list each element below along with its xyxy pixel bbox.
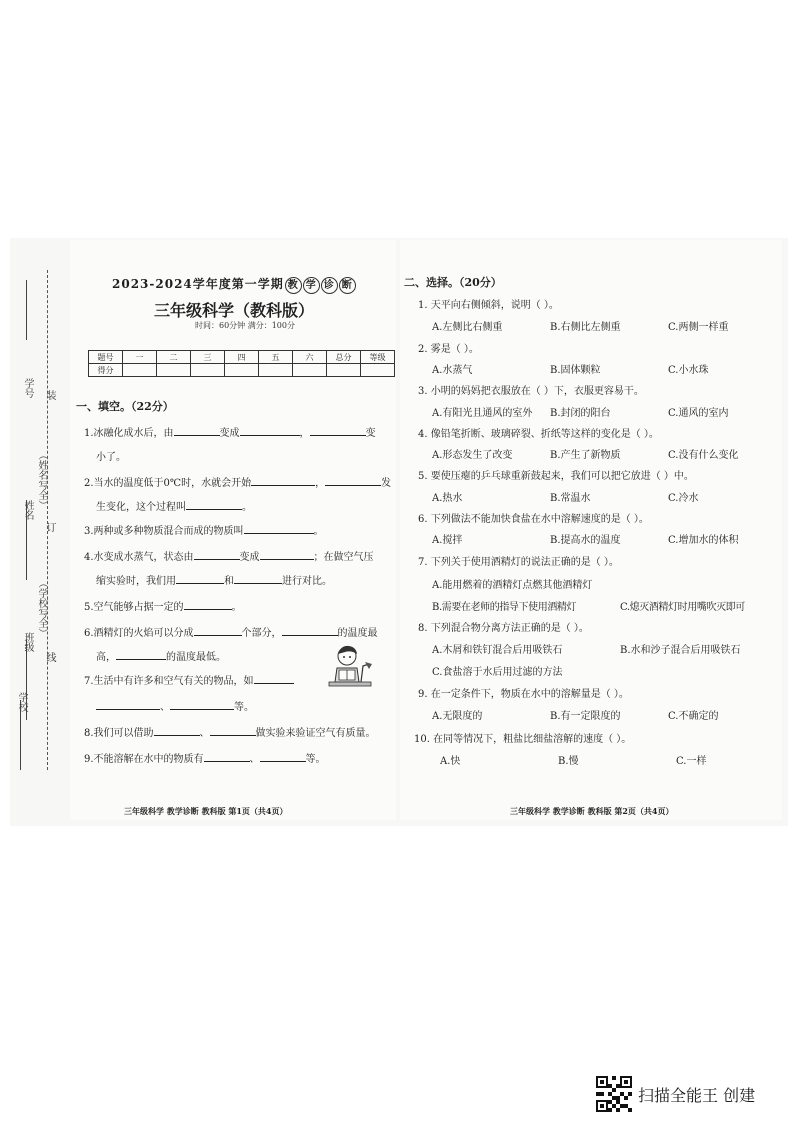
option-b[interactable]: B.慢 [558,756,579,767]
score-header-cell: 三 [191,351,225,364]
option-c[interactable]: C.通风的室内 [668,408,729,419]
answer-blank[interactable] [325,475,381,486]
choice-option-7a[interactable]: A.能用燃着的酒精灯点燃其他酒精灯 [432,580,593,591]
answer-blank[interactable] [244,523,314,534]
q-text: 、 [249,754,260,765]
fill-question-6 [84,624,378,639]
fill-question-5 [84,598,242,613]
answer-blank[interactable] [174,425,220,436]
score-cell [157,364,191,377]
q-text: ， [315,478,326,489]
q-text: 做实验来验证空气有质量。 [255,728,376,739]
q-text: 和 [224,576,234,587]
answer-blank[interactable] [234,573,282,584]
right-page-footer: 三年级科学 教学诊断 教科版 第2页（共4页） [510,806,674,816]
exam-meta: 时间：60分钟 满分：100分 [195,321,295,330]
school-label: 学校 [16,692,27,712]
school-line [20,700,21,770]
option-a[interactable]: A.有阳光且通风的室外 [432,408,533,419]
q-text: 水变成水蒸气，状态由 [93,552,194,563]
q-text: 等。 [305,754,326,765]
choice-question-10: 10. 在同等情况下，粗盐比细盐溶解的速度（ ）。 [414,734,632,745]
score-cell [327,364,361,377]
fill-question-2 [84,474,391,489]
q-number: 9. [84,754,94,765]
answer-blank[interactable] [254,673,294,684]
class-line [26,640,27,720]
score-table-score-row [89,364,395,377]
answer-blank[interactable] [154,725,200,736]
q-text: 。 [242,502,252,513]
q-text: 。 [313,526,324,537]
q-text: 当水的温度低于0℃时，水就会开始 [93,478,252,489]
choice-options-7 [432,598,745,613]
fill-question-3 [84,522,324,537]
q-text: 高， [96,652,116,663]
exam-title [112,275,356,294]
q-number: 3. [84,526,94,537]
student-reading-illustration [327,642,373,692]
option-c[interactable]: C.冷水 [668,493,699,504]
answer-blank[interactable] [251,475,315,486]
fill-question-2-cont [96,498,252,513]
score-header-cell: 一 [123,351,157,364]
option-c[interactable]: C.小水珠 [668,365,709,376]
q-text: 变成 [219,428,240,439]
option-c[interactable]: C.熄灭酒精灯时用嘴吹灭即可 [620,602,745,613]
name-line [26,500,27,580]
q-text: 进行对比。 [282,576,332,587]
option-b[interactable]: B.固体颗粒 [550,365,601,376]
score-cell [225,364,259,377]
score-header-cell: 六 [293,351,327,364]
q-text: 两种或多种物质混合而成的物质叫 [93,526,244,537]
q-text: ；在做空气压 [313,552,374,563]
option-a[interactable]: A.搅拌 [432,535,463,546]
fill-question-8 [84,724,376,739]
answer-blank[interactable] [240,425,300,436]
q-text: 不能溶解在水中的物质有 [93,754,204,765]
fill-question-1-cont: 小了。 [96,452,126,463]
q-text: 我们可以借助 [93,728,154,739]
fill-question-4-cont [96,572,332,587]
answer-blank[interactable] [260,751,306,762]
choice-options-4 [432,446,738,461]
score-cell [259,364,293,377]
choice-question-5: 5. 要使压瘪的乒乓球重新鼓起来，我们可以把它放进（ ）中。 [418,471,694,482]
seal-char-3: 诊 [321,277,338,294]
choice-question-6: 6. 下列做法不能加快食盐在水中溶解速度的是（ ）。 [418,514,649,525]
choice-options-5 [432,489,698,504]
answer-blank[interactable] [170,699,234,710]
q-number: 6. [84,628,94,639]
score-header-cell: 题号 [89,351,123,364]
score-row-label: 得分 [89,364,123,377]
option-a[interactable]: A.木屑和铁钉混合后用吸铁石 [432,645,563,656]
q-text: 个部分， [241,628,282,639]
answer-blank[interactable] [204,751,250,762]
score-cell [361,364,395,377]
answer-blank[interactable] [116,649,166,660]
score-table [88,350,395,377]
answer-blank[interactable] [210,725,256,736]
seal-char-2: 学 [303,277,320,294]
q-text: 变成 [239,552,260,563]
option-b[interactable]: B.提高水的温度 [550,535,621,546]
q-number: 4. [84,552,94,563]
name-label: 姓名 [22,500,33,520]
q-text: 等。 [234,702,254,713]
choice-options-9 [432,707,718,722]
fill-question-4 [84,548,374,563]
option-c[interactable]: C.增加水的体积 [668,535,739,546]
q-number: 7. [84,676,94,687]
left-page-footer: 三年级科学 教学诊断 教科版 第1页（共4页） [124,806,288,816]
section-2-title: 二、选择。（20分） [404,276,502,289]
answer-blank[interactable] [260,549,314,560]
option-b[interactable]: B.需要在老师的指导下使用酒精灯 [432,602,577,613]
answer-blank[interactable] [96,699,160,710]
option-c[interactable]: C.一样 [676,756,707,767]
q-number: 5. [84,602,94,613]
binding-mark-3: 线 [44,652,55,662]
q-text: 、 [160,702,170,713]
answer-blank[interactable] [310,425,366,436]
name-note: （姓名写全） [36,450,47,510]
q-text: 发 [381,478,392,489]
answer-blank[interactable] [176,573,224,584]
fill-question-7-cont [96,698,254,713]
fill-question-7 [84,672,294,687]
binding-margin [10,260,68,780]
q-text: 酒精灯的火焰可以分成 [93,628,194,639]
binding-dashed-line [47,270,48,770]
score-header-cell: 等级 [361,351,395,364]
q-text: 的温度最 [337,628,378,639]
class-note: （学校写全） [36,578,47,638]
q-text: ， [299,428,310,439]
binding-mark-2: 订 [44,522,55,532]
choice-question-8: 8. 下列混合物分离方法正确的是（ ）。 [418,623,589,634]
q-number: 2. [84,478,94,489]
choice-question-1: 1. 天平向右侧倾斜，说明（ ）。 [418,300,559,311]
qr-code-icon [596,1076,632,1112]
option-a[interactable]: A.形态发生了改变 [432,450,513,461]
option-b[interactable]: B.封闭的阳台 [550,408,611,419]
q-text: 空气能够占据一定的 [93,602,184,613]
option-b[interactable]: B.常温水 [550,493,591,504]
score-cell [293,364,327,377]
q-text: 。 [231,602,242,613]
q-text: 的温度最低。 [166,652,226,663]
seal-char-4: 断 [339,277,356,294]
option-a[interactable]: A.快 [440,756,461,767]
q-number: 1. [84,428,94,439]
fill-question-1 [84,424,376,439]
fill-question-6-cont [96,648,226,663]
choice-question-4: 4. 像铅笔折断、玻璃碎裂、折纸等这样的变化是（ ）。 [418,429,659,440]
option-a[interactable]: A.热水 [432,493,463,504]
q-text: 、 [199,728,210,739]
q-text: 生活中有许多和空气有关的物品，如 [93,676,254,687]
choice-option-8c[interactable]: C.食盐溶于水后用过滤的方法 [432,667,563,678]
score-table-header-row [89,351,395,364]
choice-options-3 [432,404,728,419]
score-header-cell: 五 [259,351,293,364]
option-c[interactable]: C.没有什么变化 [668,450,739,461]
binding-mark-1: 装 [44,390,55,400]
choice-question-9: 9. 在一定条件下，物质在水中的溶解量是（ ）。 [418,689,629,700]
subject-title: 三年级科学（教科版） [154,301,315,320]
option-b[interactable]: B.产生了新物质 [550,450,621,461]
choice-options-8 [432,641,741,656]
score-cell [191,364,225,377]
q-number: 8. [84,728,94,739]
option-c[interactable]: C.不确定的 [668,711,719,722]
option-a[interactable]: A.左侧比右侧重 [432,322,503,333]
option-b[interactable]: B.有一定限度的 [550,711,621,722]
q-text: 变 [365,428,376,439]
option-a[interactable]: A.无限度的 [432,711,483,722]
section-1-title: 一、填空。（22分） [76,400,174,413]
answer-blank[interactable] [184,599,232,610]
score-header-cell: 四 [225,351,259,364]
choice-question-3: 3. 小明的妈妈把衣服放在（ ）下，衣服更容易干。 [418,386,644,397]
exam-title-prefix: 2023-2024学年度第一学期 [112,277,284,291]
option-b[interactable]: B.右侧比左侧重 [550,322,621,333]
option-b[interactable]: B.水和沙子混合后用吸铁石 [620,645,741,656]
q-text: 缩实验时，我们用 [96,576,176,587]
class-label: 班级 [22,632,33,652]
student-no-label: 学号 [22,378,33,398]
option-a[interactable]: A.水蒸气 [432,365,473,376]
scanner-watermark-text: 扫描全能王 创建 [638,1086,756,1105]
score-cell [123,364,157,377]
seal-char-1: 教 [285,277,302,294]
score-header-cell: 二 [157,351,191,364]
option-c[interactable]: C.两侧一样重 [668,322,729,333]
answer-blank[interactable] [282,625,338,636]
choice-options-2 [432,361,708,376]
student-no-line [26,280,27,340]
answer-blank[interactable] [194,625,242,636]
choice-question-7: 7. 下列关于使用酒精灯的说法正确的是（ ）。 [418,557,619,568]
choice-question-2: 2. 雾是（ ）。 [418,344,479,355]
choice-options-6 [432,531,738,546]
q-text: 生变化，这个过程叫 [96,502,186,513]
choice-options-1 [432,318,728,333]
answer-blank[interactable] [186,499,242,510]
answer-blank[interactable] [194,549,240,560]
q-text: 冰融化成水后，由 [93,428,174,439]
score-header-cell: 总分 [327,351,361,364]
fill-question-9 [84,750,326,765]
choice-options-10 [440,752,706,767]
